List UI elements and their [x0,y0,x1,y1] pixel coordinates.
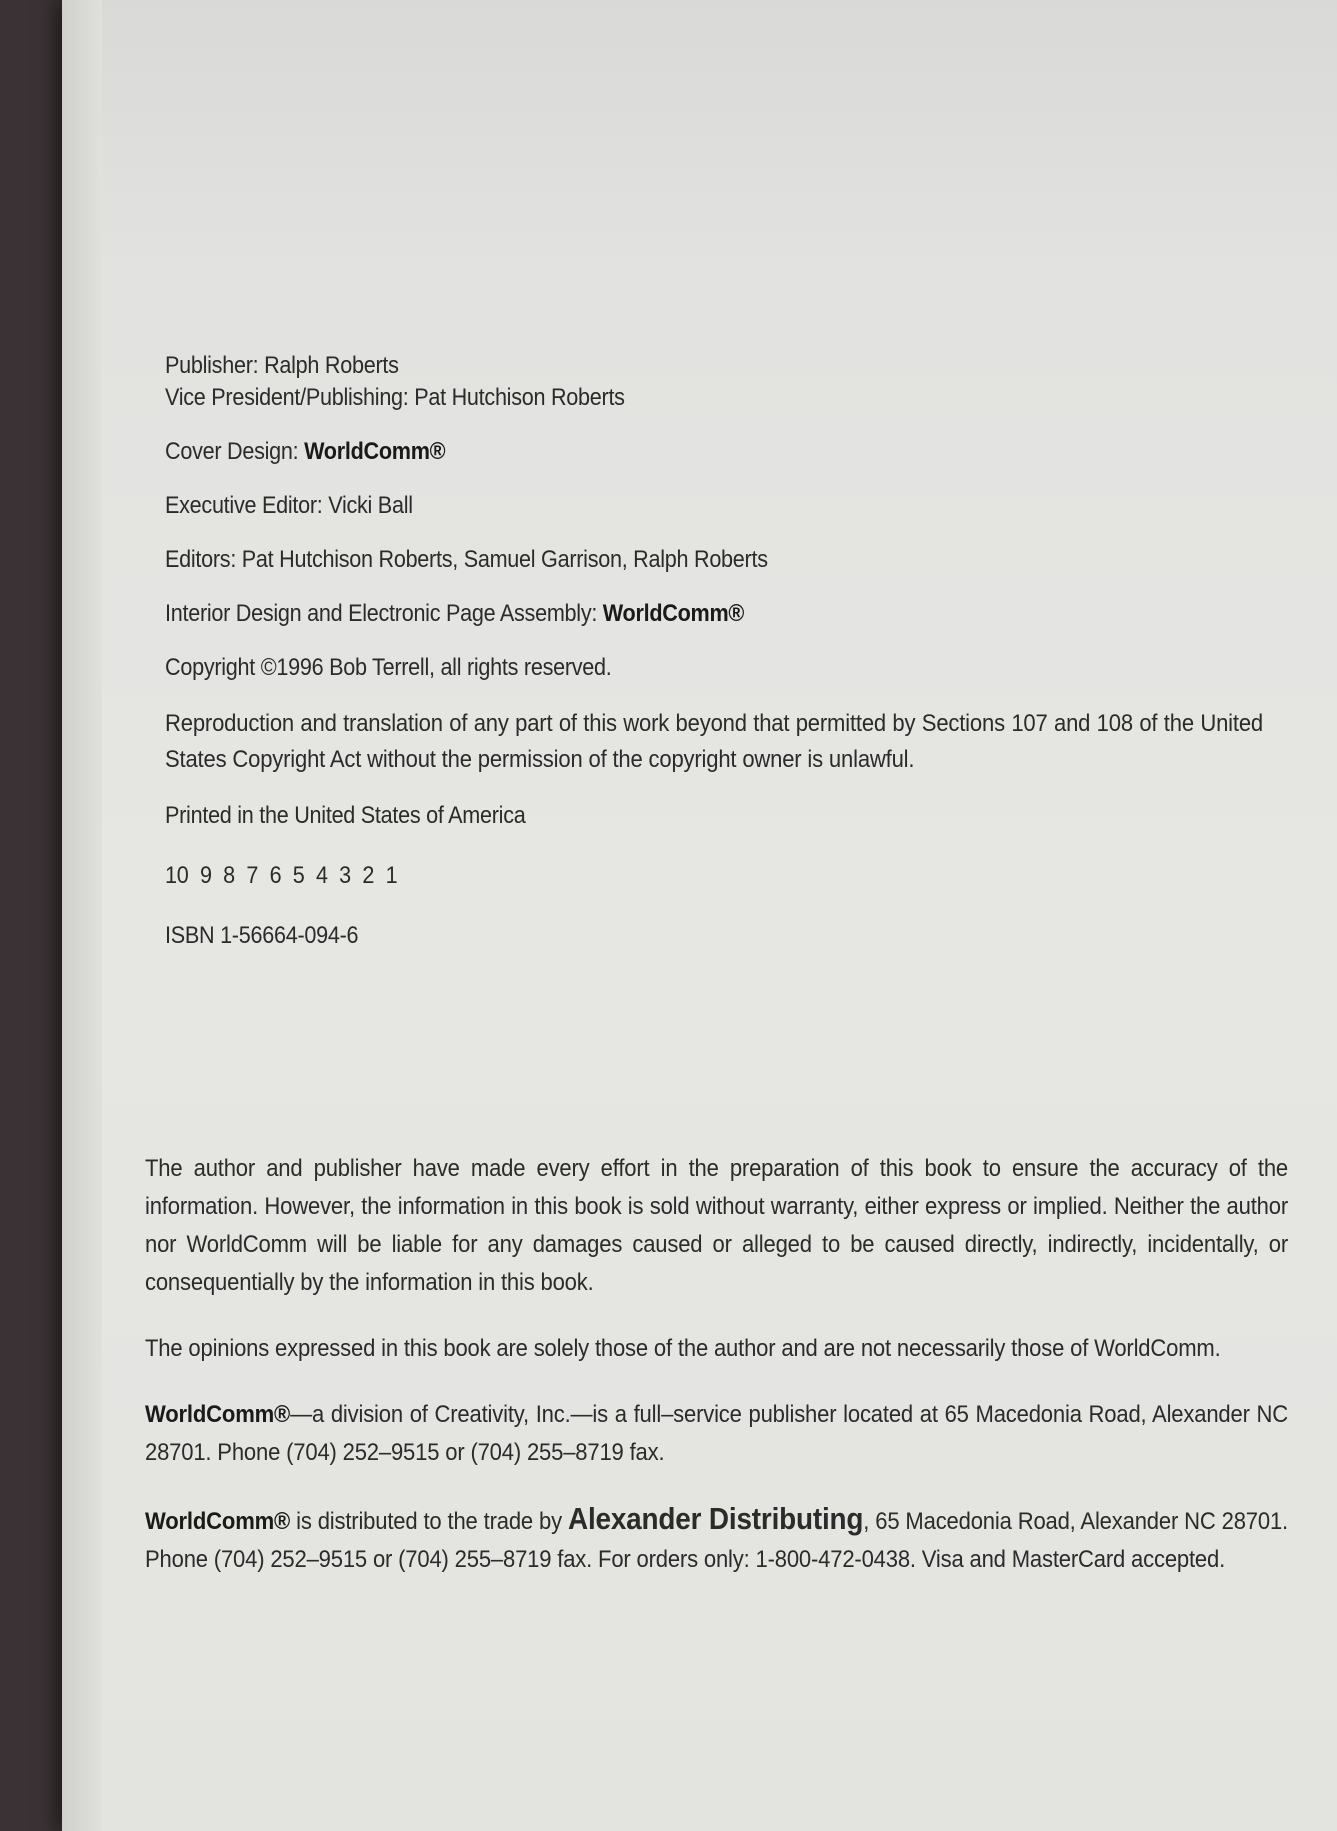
editors-credit: Editors: Pat Hutchison Roberts, Samuel Garrison, Ralph Roberts [165,546,768,573]
publisher-info: —a division of Creativity, Inc.—is a full–service publisher located at 65 Macedonia Road, Alexander NC 28701. Phone (704) 252–9515 or (704) 255–8719 fax. [145,1401,1288,1466]
copyright-notice: Copyright ©1996 Bob Terrell, all rights reserved. [165,654,612,681]
distributor-post: , 65 Macedonia Road, Alexander NC 28701. Phone (704) 252–9515 or (704) 255–8719 fax. For orders only: 1-800-472-0438. Visa and MasterCard accepted. [145,1508,1288,1573]
interior-label: Interior Design and Electronic Page Assembly: [165,600,603,627]
credits-block [165,350,1337,952]
page-edge [62,0,102,1831]
publisher-paragraph [145,1396,1288,1472]
notices-block [145,1150,1337,1579]
cover-design-credit [165,436,1263,468]
publisher-credit: Publisher: Ralph Roberts [165,352,399,379]
publisher-brand: WorldComm® [145,1401,291,1428]
opinions-paragraph: The opinions expressed in this book are solely those of the author and are not necessarily those of WorldComm. [145,1335,1221,1362]
vp-credit: Vice President/Publishing: Pat Hutchison Roberts [165,384,625,411]
print-line: 10 9 8 7 6 5 4 3 2 1 [165,862,398,889]
interior-design-credit [165,598,1263,630]
distributor-pre: is distributed to the trade by [290,1508,568,1535]
distributor-name: Alexander Distributing [567,1501,864,1536]
disclaimer-paragraph: The author and publisher have made every effort in the preparation of this book to ensure the accuracy of the information. However, the information in this book is sold without warranty, either express or implied. Neither the author nor WorldComm will be liable for any damages caused or alleged to be caused directly, indirectly, incidentally, or consequentially by the information in this book. [145,1155,1288,1296]
printed-in: Printed in the United States of America [165,802,526,829]
cover-label: Cover Design: [165,438,305,465]
distributor-paragraph [145,1500,1288,1579]
interior-value: WorldComm® [602,600,745,627]
executive-editor-credit: Executive Editor: Vicki Ball [165,492,413,519]
cover-value: WorldComm® [304,438,446,465]
isbn: ISBN 1-56664-094-6 [165,922,359,949]
distributor-brand: WorldComm® [145,1508,291,1535]
reproduction-notice: Reproduction and translation of any part of this work beyond that permitted by Sections 107 and 108 of the United States Copyright Act without the permission of the copyright owner is unlawful. [165,710,1263,773]
